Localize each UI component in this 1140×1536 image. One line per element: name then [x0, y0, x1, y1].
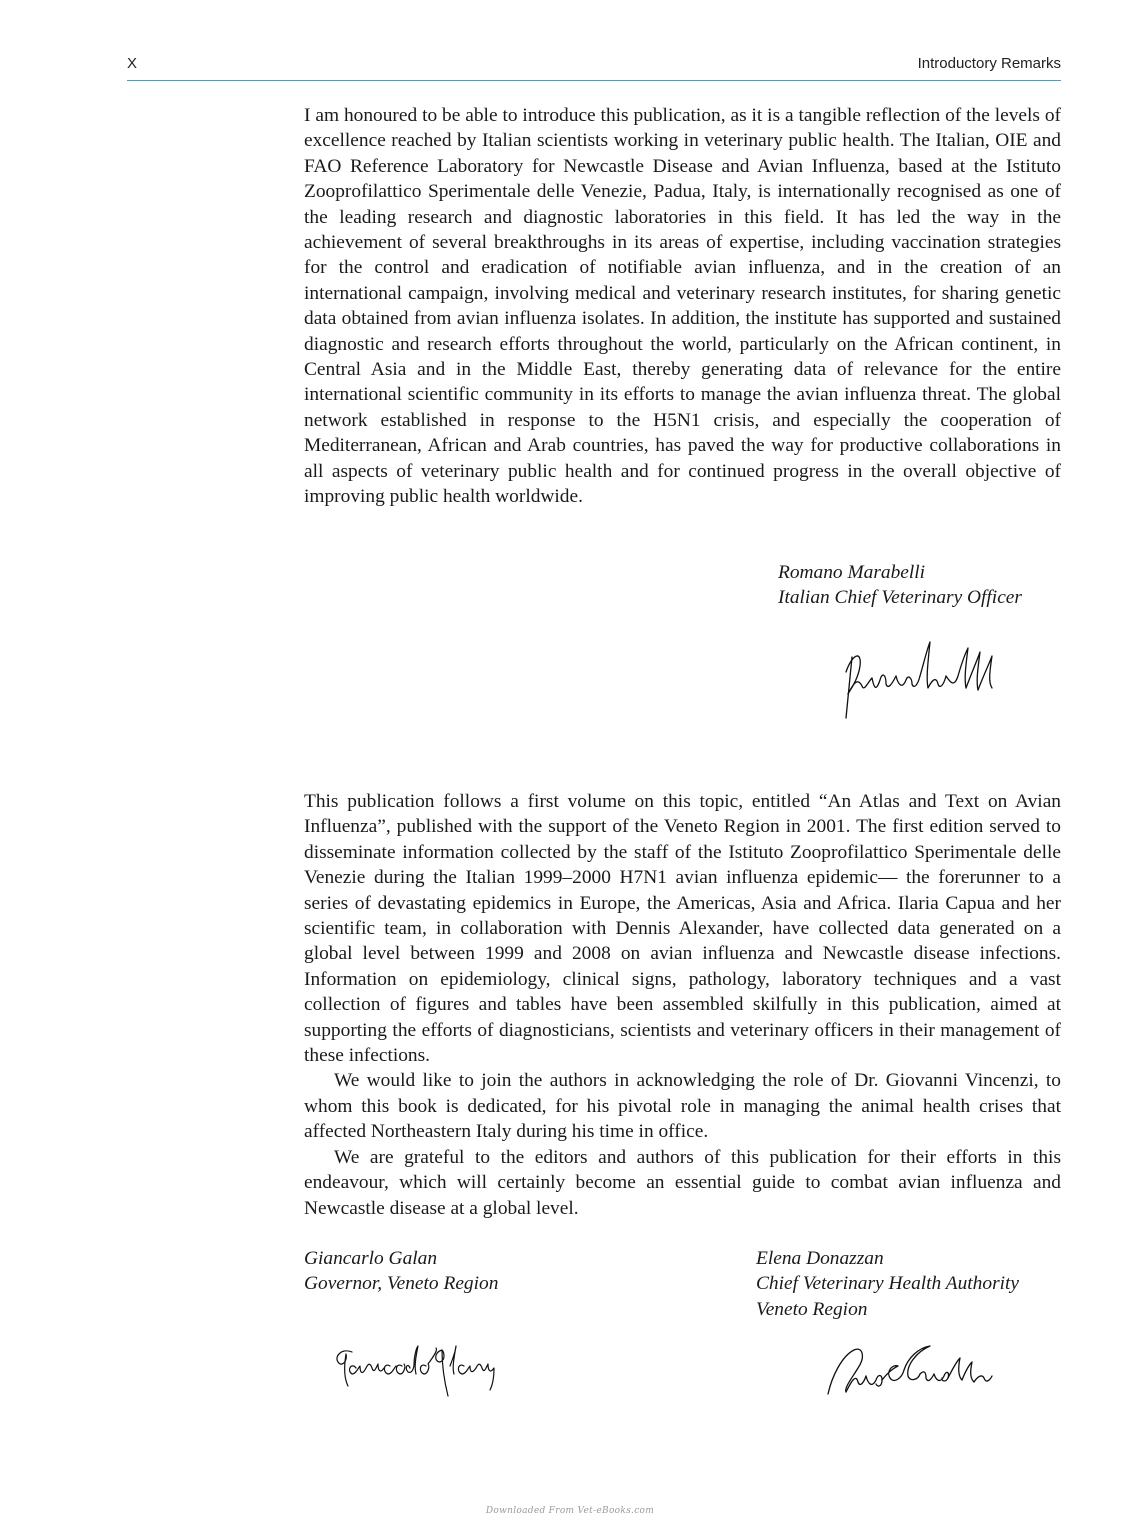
- signatory-title-line2: Veneto Region: [756, 1298, 868, 1320]
- page-number: X: [127, 55, 138, 72]
- signatory-title: Chief Veterinary Health Authority: [756, 1273, 1019, 1295]
- page-header: [127, 53, 1061, 81]
- body-paragraph: This publication follows a first volume on this topic, entitled “An Atlas and Text on Avian Influenza”, published with the support of the Veneto Region in 2001. The first edition served to disseminate information collected by the staff of the Istituto Zooprofilattico Sperimentale delle Venezie during the Italian 1999–2000 H7N1 avian influenza epidemic— the forerunner to a series of devastating epidemics in Europe, the Americas, Asia and Africa. Ilaria Capua and her scientific team, in collaboration with Dennis Alexander, have collected data generated on a global level between 1999 and 2008 on avian influenza and Newcastle disease infections. Information on epidemiology, clinical signs, pathology, laboratory techniques and a vast collection of figures and tables have been assembled skilfully in this publication, aimed at supporting the efforts of diagnosticians, scientists and veterinary officers in their management of these infections.: [304, 791, 1061, 1067]
- footer-watermark: Downloaded From Vet-eBooks.com: [485, 1506, 655, 1516]
- signatory-galan: [304, 1246, 498, 1297]
- second-text-block: [304, 789, 1061, 1221]
- intro-paragraph-block: [304, 103, 1061, 510]
- running-title: Introductory Remarks: [917, 55, 1061, 72]
- handwritten-signature-marabelli: [838, 632, 1008, 724]
- body-paragraph: We are grateful to the editors and authors of this publication for their efforts in this endeavour, which will certainly become an essential guide to combat avian influenza and Newcastle disease at a global level.: [304, 1146, 1061, 1219]
- body-paragraph: We would like to join the authors in acknowledging the role of Dr. Giovanni Vincenzi, to whom this book is dedicated, for his pivotal role in managing the animal health crises that affected Northeastern Italy during his time in office.: [304, 1070, 1061, 1143]
- signatory-title: Italian Chief Veterinary Officer: [778, 587, 1022, 609]
- handwritten-signature-galan: [330, 1338, 515, 1400]
- signatory-name: Romano Marabelli: [778, 562, 926, 583]
- signatory-name: Giancarlo Galan: [304, 1248, 438, 1269]
- signatory-title: Governor, Veneto Region: [304, 1273, 499, 1295]
- signatory-marabelli: [778, 560, 1022, 611]
- handwritten-signature-donazzan: [822, 1336, 1002, 1402]
- signatory-name: Elena Donazzan: [756, 1248, 884, 1269]
- intro-paragraph: I am honoured to be able to introduce this publication, as it is a tangible reflection of the levels of excellence reached by Italian scientists working in veterinary public health. The Italian, OIE and FAO Reference Laboratory for Newcastle Disease and Avian Influenza, based at the Istituto Zooprofilattico Sperimentale delle Venezie, Padua, Italy, is internationally recognised as one of the leading research and diagnostic laboratories in this field. It has led the way in the achievement of several breakthroughs in its areas of expertise, including vaccination strategies for the control and eradication of notifiable avian influenza, and in the creation of an international campaign, involving medical and veterinary research institutes, for sharing genetic data obtained from avian influenza isolates. In addition, the institute has supported and sustained diagnostic and research efforts throughout the world, particularly on the African continent, in Central Asia and in the Middle East, thereby generating data of relevance for the entire international scientific community in its efforts to manage the avian influenza threat. The global network established in response to the H5N1 crisis, and especially the cooperation of Mediterranean, African and Arab countries, has paved the way for productive collaborations in all aspects of veterinary public health and for continued progress in the overall objective of improving public health worldwide.: [304, 105, 1061, 508]
- signatory-donazzan: [756, 1246, 1019, 1322]
